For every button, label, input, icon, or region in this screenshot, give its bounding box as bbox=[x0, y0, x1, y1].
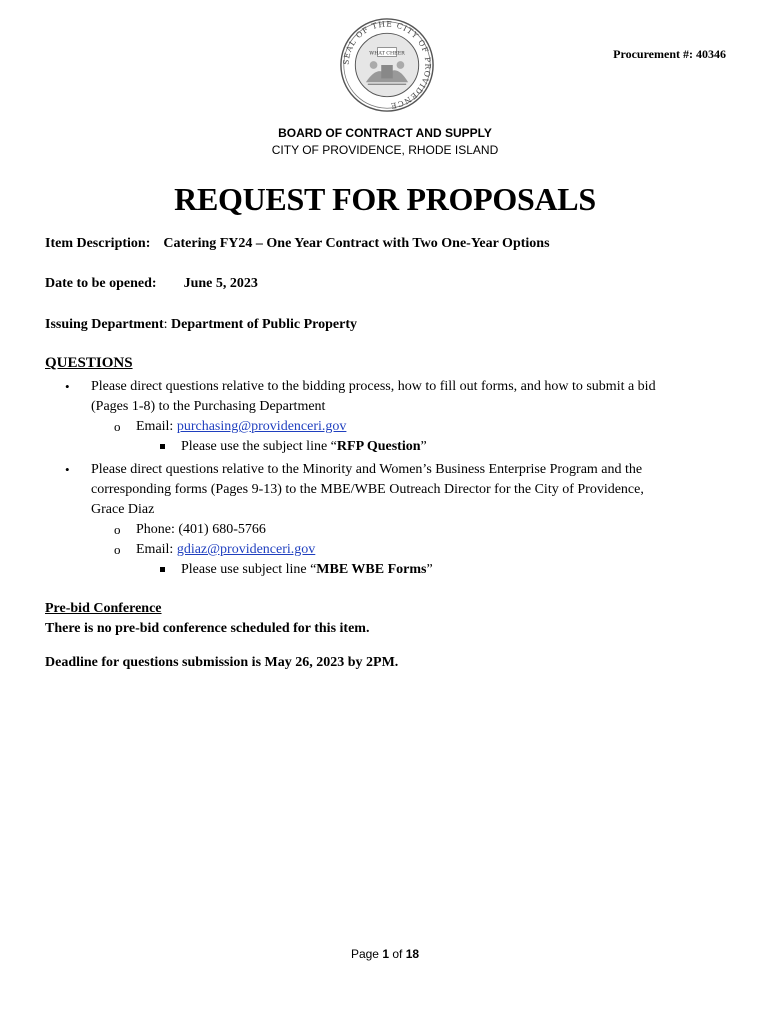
subject-suffix: ” bbox=[420, 439, 427, 454]
page-word: Page bbox=[350, 947, 379, 961]
subject-prefix: Please use subject line “ bbox=[181, 562, 317, 577]
question-item-2-line-2: corresponding forms (Pages 9-13) to the MBE/WBE Outreach Director for the City of Providence, bbox=[91, 482, 644, 497]
gdiaz-email-link[interactable]: gdiaz@providenceri.gov bbox=[176, 542, 316, 557]
prebid-heading: Pre-bid Conference bbox=[45, 601, 162, 616]
issuing-department-colon: : bbox=[163, 317, 168, 332]
issuing-department-label: Issuing Department bbox=[45, 317, 164, 332]
city-name: CITY OF PROVIDENCE, RHODE ISLAND bbox=[271, 143, 499, 157]
page-total: 18 bbox=[405, 947, 420, 961]
date-opened-value: June 5, 2023 bbox=[183, 276, 258, 291]
item-description bbox=[45, 236, 550, 252]
square-bullet-icon bbox=[160, 444, 165, 449]
bullet-icon: • bbox=[65, 462, 70, 477]
subject-bold: RFP Question bbox=[336, 439, 421, 454]
subject-suffix: ” bbox=[426, 562, 433, 577]
question-item-1-email bbox=[136, 417, 346, 437]
document-title: REQUEST FOR PROPOSALS bbox=[174, 181, 596, 217]
email-label: Email: bbox=[136, 542, 174, 557]
item-description-value: Catering FY24 – One Year Contract with Two One-Year Options bbox=[163, 236, 550, 251]
circle-bullet-icon: o bbox=[114, 419, 121, 434]
issuing-department bbox=[45, 317, 357, 333]
circle-bullet-icon: o bbox=[114, 522, 121, 537]
date-opened bbox=[45, 276, 258, 292]
questions-heading: QUESTIONS bbox=[45, 355, 133, 371]
seal-outer-text: SEAL OF THE CITY OF PROVIDENCE bbox=[341, 19, 433, 111]
square-bullet-icon bbox=[160, 567, 165, 572]
page-footer bbox=[0, 947, 770, 961]
subject-prefix: Please use the subject line “ bbox=[181, 439, 337, 454]
board-name: BOARD OF CONTRACT AND SUPPLY bbox=[278, 126, 492, 140]
question-item-2-phone: Phone: (401) 680-5766 bbox=[136, 522, 266, 537]
city-seal bbox=[339, 17, 435, 113]
question-item-1-line-2: (Pages 1-8) to the Purchasing Department bbox=[91, 399, 326, 414]
question-item-1-subject bbox=[181, 437, 427, 457]
page-number: 1 bbox=[382, 947, 389, 961]
question-item-2-subject bbox=[181, 560, 433, 580]
item-description-label: Item Description: bbox=[45, 236, 151, 251]
question-item-2-line-1: Please direct questions relative to the Minority and Women’s Business Enterprise Program and the bbox=[91, 462, 643, 477]
of-word: of bbox=[392, 947, 403, 961]
circle-bullet-icon: o bbox=[114, 542, 121, 557]
question-item-1-line-1: Please direct questions relative to the bidding process, how to fill out forms, and how to submit a bid bbox=[91, 379, 656, 394]
deadline-text: Deadline for questions submission is May 26, 2023 by 2PM. bbox=[45, 655, 399, 670]
subject-bold: MBE WBE Forms bbox=[316, 562, 427, 577]
email-label: Email: bbox=[136, 419, 174, 434]
seal-motto: WHAT CHEER bbox=[369, 51, 405, 57]
bullet-icon: • bbox=[65, 379, 70, 394]
question-item-2-line-3: Grace Diaz bbox=[91, 502, 155, 517]
date-opened-label: Date to be opened: bbox=[45, 276, 157, 291]
purchasing-email-link[interactable]: purchasing@providenceri.gov bbox=[176, 419, 347, 434]
question-item-2-email bbox=[136, 540, 315, 560]
issuing-department-value: Department of Public Property bbox=[171, 317, 357, 332]
prebid-text: There is no pre-bid conference scheduled for this item. bbox=[45, 621, 370, 636]
procurement-number: Procurement #: 40346 bbox=[613, 47, 726, 61]
